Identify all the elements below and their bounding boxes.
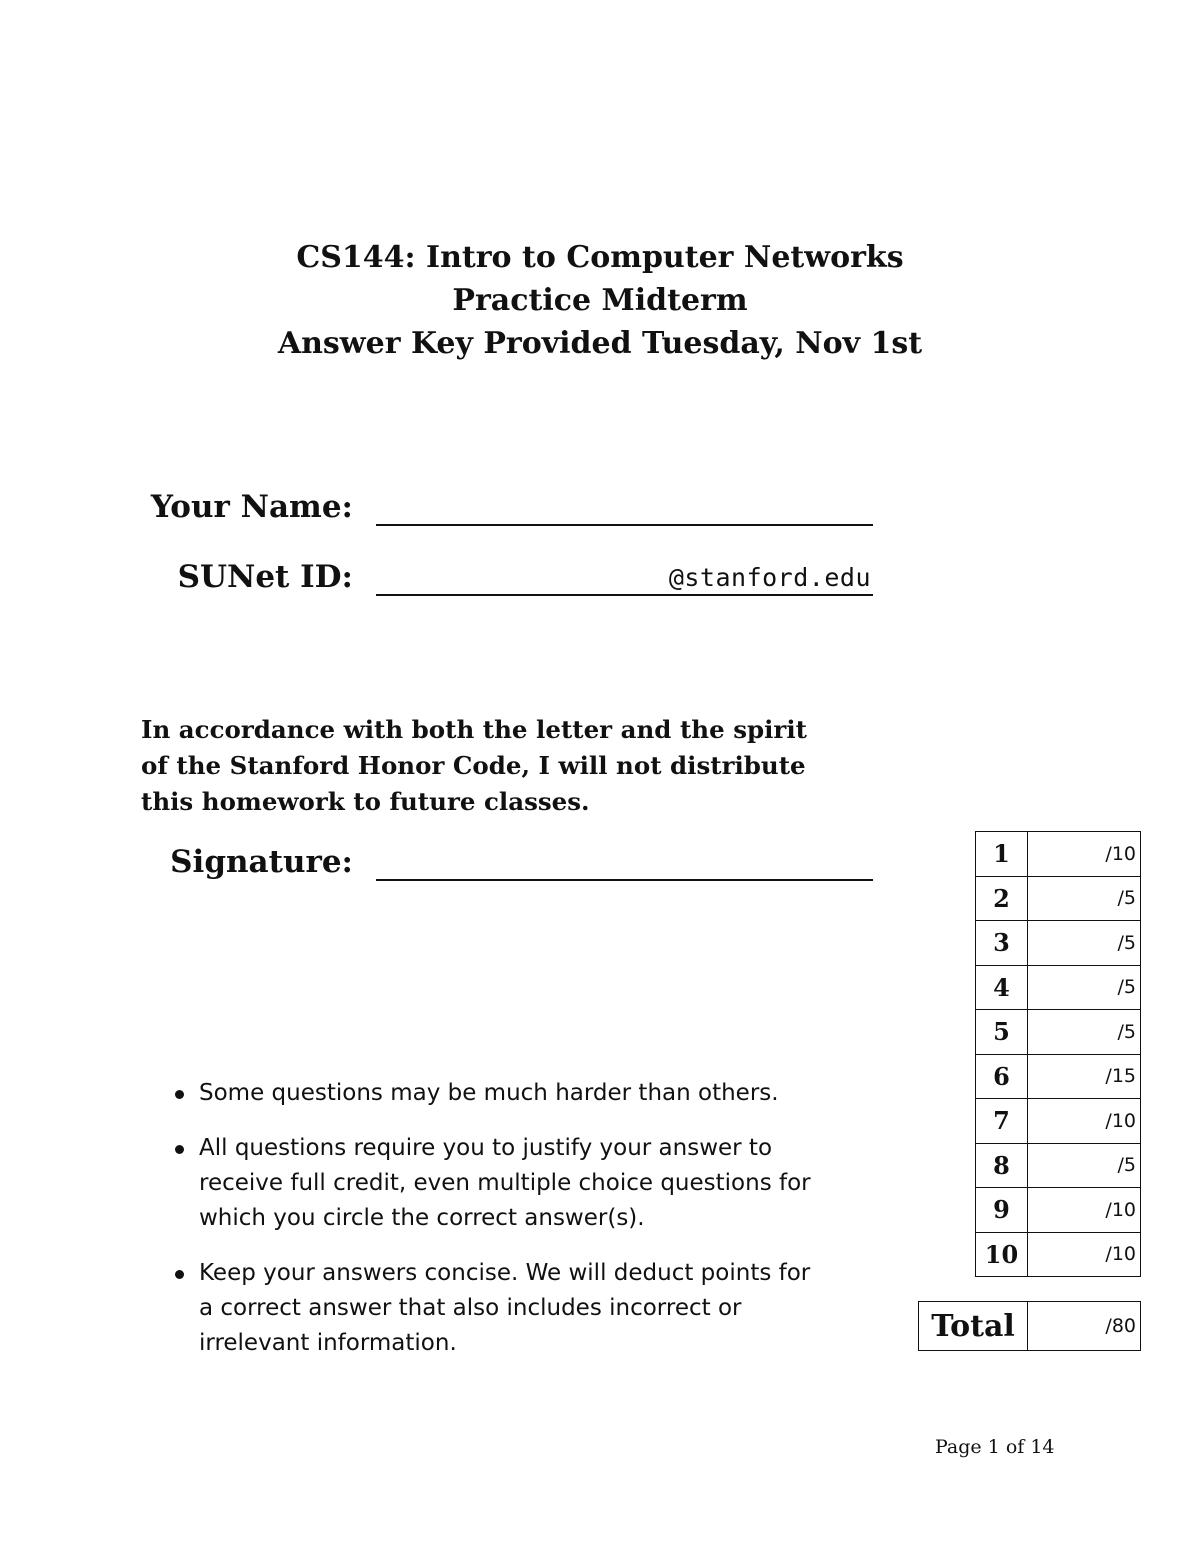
question-number: 6 bbox=[976, 1054, 1028, 1099]
question-number: 10 bbox=[976, 1232, 1028, 1277]
exam-name: Practice Midterm bbox=[452, 283, 748, 318]
question-number: 5 bbox=[976, 1010, 1028, 1055]
table-row bbox=[976, 921, 1141, 966]
table-row bbox=[976, 1232, 1141, 1277]
question-points: /5 bbox=[1028, 965, 1141, 1010]
question-points: /10 bbox=[1028, 1188, 1141, 1233]
question-number: 9 bbox=[976, 1188, 1028, 1233]
total-points: /80 bbox=[1028, 1302, 1141, 1351]
list-item bbox=[171, 1076, 871, 1111]
bullet-icon bbox=[175, 1270, 184, 1279]
question-number: 8 bbox=[976, 1143, 1028, 1188]
table-row bbox=[976, 832, 1141, 877]
question-points: /15 bbox=[1028, 1054, 1141, 1099]
table-row bbox=[976, 1143, 1141, 1188]
exam-header bbox=[0, 236, 1200, 365]
table-row bbox=[976, 1054, 1141, 1099]
question-points: /10 bbox=[1028, 1099, 1141, 1144]
name-label: Your Name: bbox=[150, 489, 353, 525]
bullet-icon bbox=[175, 1090, 184, 1099]
question-number: 4 bbox=[976, 965, 1028, 1010]
course-title: CS144: Intro to Computer Networks bbox=[296, 240, 904, 275]
table-row bbox=[976, 1188, 1141, 1233]
question-number: 3 bbox=[976, 921, 1028, 966]
table-row bbox=[976, 965, 1141, 1010]
total-score-table bbox=[918, 1301, 1141, 1351]
signature-label: Signature: bbox=[170, 844, 353, 880]
instruction-text: All questions require you to justify your answer to receive full credit, even multiple choice questions for which you circle the correct answer(s). bbox=[199, 1135, 811, 1231]
question-points: /5 bbox=[1028, 1010, 1141, 1055]
question-number: 1 bbox=[976, 832, 1028, 877]
page-indicator: Page 1 of 14 bbox=[935, 1436, 1055, 1458]
sunet-email-suffix: @stanford.edu bbox=[668, 563, 871, 592]
question-points: /10 bbox=[1028, 832, 1141, 877]
signature-field[interactable] bbox=[376, 839, 873, 881]
table-row bbox=[976, 1099, 1141, 1144]
question-number: 2 bbox=[976, 876, 1028, 921]
honor-code-statement: In accordance with both the letter and the spirit of the Stanford Honor Code, I will not distribute this homework to future classes. bbox=[141, 715, 807, 816]
instructions-list bbox=[171, 1076, 871, 1381]
sunet-field[interactable] bbox=[376, 554, 873, 596]
bullet-icon bbox=[175, 1145, 184, 1154]
total-label: Total bbox=[919, 1302, 1028, 1351]
name-field[interactable] bbox=[376, 484, 873, 526]
list-item bbox=[171, 1256, 871, 1361]
question-points: /5 bbox=[1028, 1143, 1141, 1188]
question-points: /10 bbox=[1028, 1232, 1141, 1277]
table-row bbox=[976, 1010, 1141, 1055]
sunet-label: SUNet ID: bbox=[177, 559, 353, 595]
list-item bbox=[171, 1131, 871, 1236]
question-number: 7 bbox=[976, 1099, 1028, 1144]
instruction-text: Some questions may be much harder than others. bbox=[199, 1080, 779, 1106]
table-row bbox=[976, 876, 1141, 921]
table-row bbox=[919, 1302, 1141, 1351]
question-points: /5 bbox=[1028, 876, 1141, 921]
answer-key-note: Answer Key Provided Tuesday, Nov 1st bbox=[277, 326, 923, 361]
question-points: /5 bbox=[1028, 921, 1141, 966]
score-table bbox=[975, 831, 1141, 1277]
instruction-text: Keep your answers concise. We will deduct points for a correct answer that also includes incorrect or irrelevant information. bbox=[199, 1260, 811, 1356]
